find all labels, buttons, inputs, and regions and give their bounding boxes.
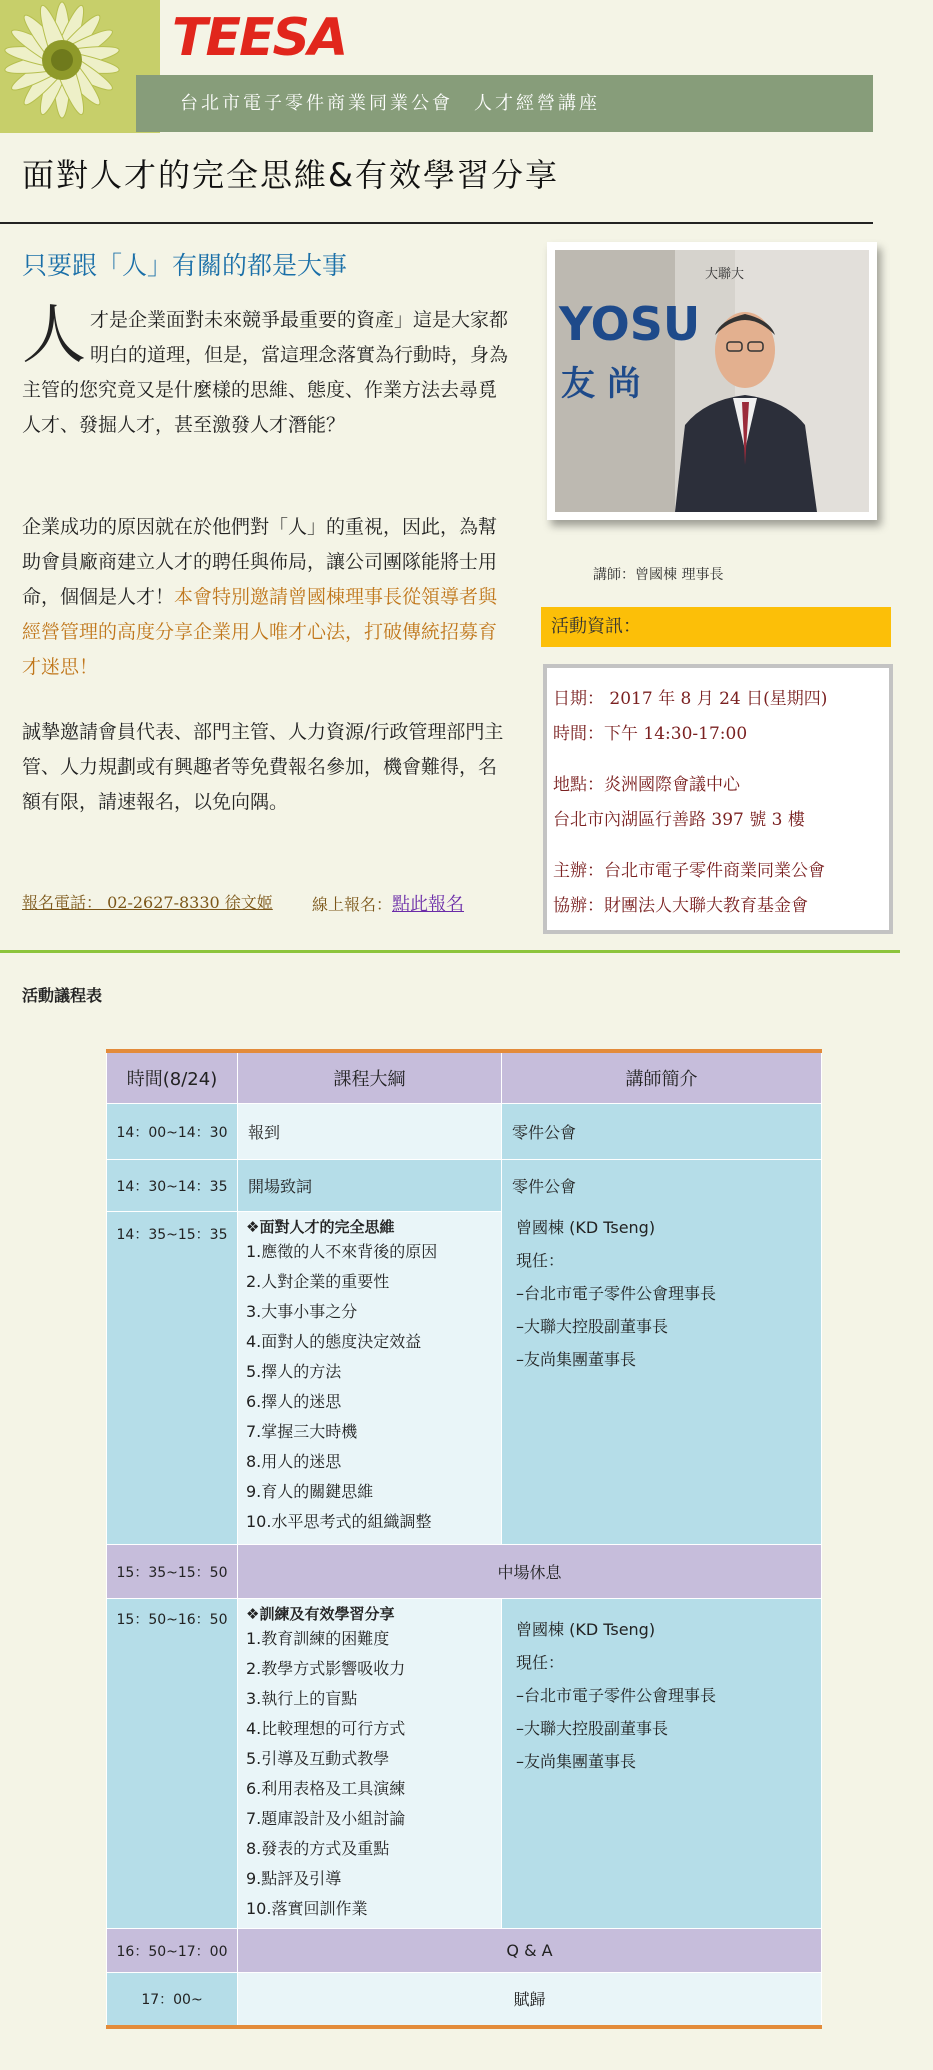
speaker-bio-line: 曾國棟 (KD Tseng) [516,1218,656,1237]
row-time: 14：35~15：35 [107,1212,238,1545]
event-address: 台北市內湖區行善路 397 號 3 樓 [553,810,805,830]
list-item: 8.用人的迷思 [246,1452,342,1471]
reason-text: 企業成功的原因就在於他們對「人」的重視，因此，為幫助會員廠商建立人才的聘任與佈局，讓公司團隊能將士用命，個個是人才！ [22,516,498,608]
row-speaker: 零件公會 [502,1104,822,1160]
table-row [107,1929,822,1973]
photo-sign-main: YOSU [559,297,701,351]
schedule-label: 活動議程表 [22,986,103,1005]
list-item: 6.擇人的迷思 [246,1392,342,1411]
list-item: 1.教育訓練的困難度 [246,1629,390,1648]
speaker-caption: 講師：曾國棟 理事長 [593,567,724,583]
title-divider [0,222,873,224]
signup-link[interactable]: 點此報名 [392,894,465,915]
drop-cap: 人 [22,299,86,373]
event-info-header: 活動資訊： [541,607,891,647]
photo-sign-sub: 友 尚 [561,364,641,404]
speaker-bio-line: –大聯大控股副董事長 [516,1317,669,1336]
speaker-bio-line: 現任： [516,1251,565,1270]
table-row [107,1973,822,2027]
reason-highlight: 本會特別邀請曾國棟理事長從領導者與經營管理的高度分享企業用人唯才心法，打破傳統招募育才迷思！ [22,586,498,678]
section-divider [0,950,900,953]
row-speaker-block [502,1160,822,1545]
list-item: 3.執行上的盲點 [246,1689,358,1708]
intro-text: 才是企業面對未來競爭最重要的資產」這是大家都明白的道理，但是，當這理念落實為行動時，身為主管的您究竟又是什麼樣的思維、態度、作業方法去尋覓人才、發掘人才，甚至激發人才潛能？ [22,309,509,436]
table-row [107,1599,822,1929]
header-time: 時間(8/24) [107,1051,238,1104]
row-topic-list [238,1599,502,1929]
reason-paragraph [22,510,512,685]
signup-phone: 報名電話： 02-2627-8330 徐文姬 [22,893,273,912]
speaker-bio-line: 曾國棟 (KD Tseng) [516,1620,656,1639]
list-item: 4.比較理想的可行方式 [246,1719,406,1738]
list-item: 10.水平思考式的組織調整 [246,1512,432,1531]
signup-online [312,890,464,916]
schedule-table [106,1049,822,2029]
speaker-bio-line: 現任： [516,1653,565,1672]
list-item: 2.人對企業的重要性 [246,1272,390,1291]
event-date: 日期： 2017 年 8 月 24 日(星期四) [553,689,828,709]
table-row [107,1104,822,1160]
row-topic: 賦歸 [238,1973,822,2027]
list-item: 10.落實回訓作業 [246,1899,368,1918]
row-topic: 中場休息 [238,1545,822,1599]
row-topic: Q & A [238,1929,822,1973]
row-topic-list [238,1212,502,1545]
row-time: 15：35~15：50 [107,1545,238,1599]
speaker-bio-line: –大聯大控股副董事長 [516,1719,669,1738]
list-item: 9.點評及引導 [246,1869,342,1888]
list-item: 6.利用表格及工具演練 [246,1779,406,1798]
list-item: 5.擇人的方法 [246,1362,342,1381]
intro-paragraph [22,299,512,443]
table-header-row [107,1051,822,1104]
association-banner: 台北市電子零件商業同業公會 人才經營講座 [136,75,873,132]
event-venue: 地點：炎洲國際會議中心 [553,775,740,795]
row-time: 14：30~14：35 [107,1160,238,1212]
speaker-bio-line: –台北市電子零件公會理事長 [516,1284,717,1303]
header-speaker: 講師簡介 [502,1051,822,1104]
row-topic: 開場致詞 [238,1160,502,1212]
list-item: 5.引導及互動式教學 [246,1749,390,1768]
list-item: 7.掌握三大時機 [246,1422,358,1441]
event-co-organizer: 協辦：財團法人大聯大教育基金會 [553,896,808,916]
speaker-photo [555,250,869,512]
article-headline: 只要跟「人」有關的都是大事 [22,251,348,280]
row-time: 17：00~ [107,1973,238,2027]
row-topic: 報到 [238,1104,502,1160]
invitation-paragraph: 誠摯邀請會員代表、部門主管、人力資源/行政管理部門主管、人力規劃或有興趣者等免費報名參加，機會難得，名額有限，請速報名，以免向隅。 [22,721,504,813]
list-item: 4.面對人的態度決定效益 [246,1332,422,1351]
event-organizer: 主辦：台北市電子零件商業同業公會 [553,861,825,881]
photo-sign-top: 大聯大 [705,267,745,282]
speaker-bio-line: –友尚集團董事長 [516,1350,637,1369]
speaker-bio [502,1599,822,1929]
event-time: 時間：下午 14:30-17:00 [553,724,748,744]
topic-list-title: ❖面對人才的完全思維 [246,1218,395,1236]
list-item: 9.育人的關鍵思維 [246,1482,374,1501]
speaker-bio [502,1197,821,1376]
list-item: 8.發表的方式及重點 [246,1839,390,1858]
row-time: 14：00~14：30 [107,1104,238,1160]
speaker-bio-line: –台北市電子零件公會理事長 [516,1686,717,1705]
signup-online-label: 線上報名： [312,895,393,914]
teesa-logo: TEESA [172,8,347,68]
row-time: 16：50~17：00 [107,1929,238,1973]
header-topic: 課程大綱 [238,1051,502,1104]
list-item: 1.應徵的人不來背後的原因 [246,1242,438,1261]
list-item: 3.大事小事之分 [246,1302,358,1321]
row-time: 15：50~16：50 [107,1599,238,1929]
page-title: 面對人才的完全思維&有效學習分享 [22,156,559,194]
table-row [107,1160,822,1212]
topic-list-title: ❖訓練及有效學習分享 [246,1605,395,1623]
speaker-bio-line: –友尚集團董事長 [516,1752,637,1771]
row-speaker: 零件公會 [512,1177,577,1196]
list-item: 7.題庫設計及小組討論 [246,1809,406,1828]
table-row [107,1545,822,1599]
list-item: 2.教學方式影響吸收力 [246,1659,406,1678]
